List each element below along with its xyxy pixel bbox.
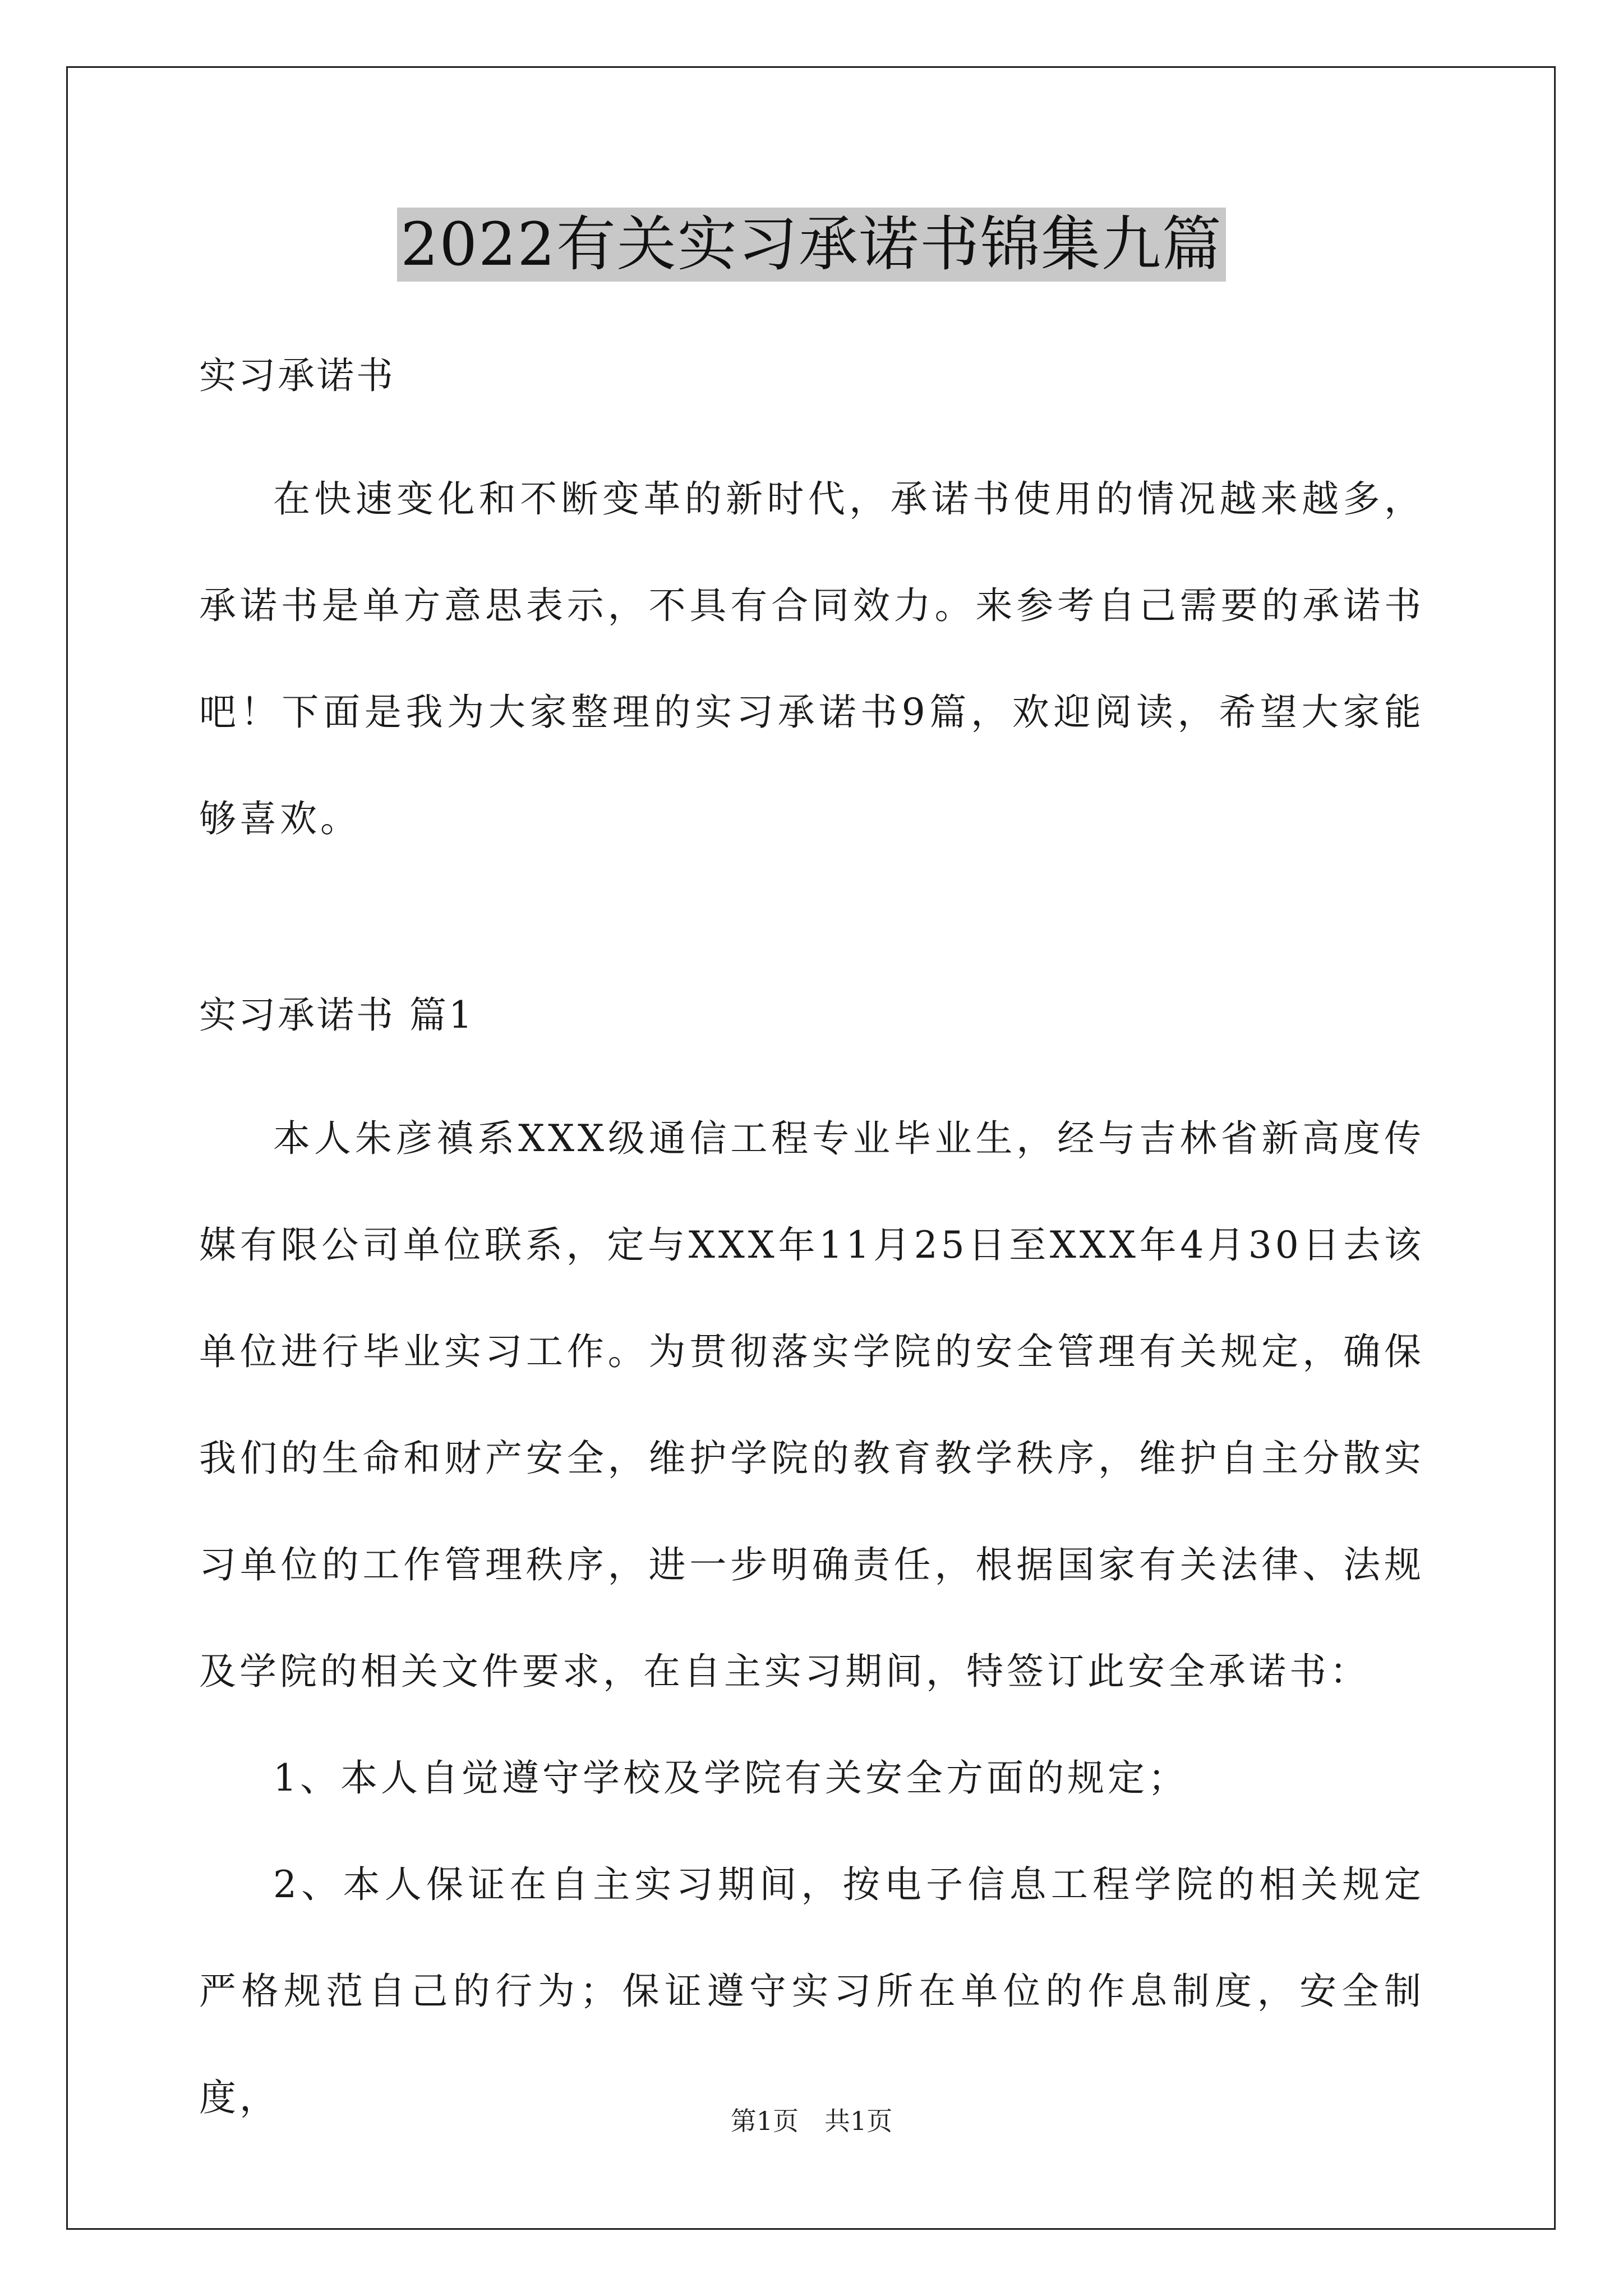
document-body: [199, 339, 1424, 2151]
intro-paragraph: 在快速变化和不断变革的新时代，承诺书使用的情况越来越多，承诺书是单方意思表示，不具有合同效力。来参考自己需要的承诺书吧！下面是我为大家整理的实习承诺书9篇，欢迎阅读，希望大家能够喜欢。: [199, 477, 1424, 840]
intro-heading: 实习承诺书: [199, 354, 395, 397]
section-heading: 实习承诺书 篇1: [199, 993, 474, 1037]
body-paragraph: 本人朱彦禛系XXX级通信工程专业毕业生，经与吉林省新高度传媒有限公司单位联系，定与XXX年11月25日至XXX年4月30日去该单位进行毕业实习工作。为贯彻落实学院的安全管理有关规定，确保我们的生命和财产安全，维护学院的教育教学秩序，维护自主分散实习单位的工作管理秩序，进一步明确责任，根据国家有关法律、法规及学院的相关文件要求，在自主实习期间，特签订此安全承诺书：: [199, 1117, 1424, 1693]
document-title: 2022有关实习承诺书锦集九篇: [397, 208, 1226, 282]
page-footer: 第1页 共1页: [730, 2106, 893, 2136]
commitment-item-1: 1、本人自觉遵守学校及学院有关安全方面的规定；: [273, 1756, 1188, 1800]
commitment-item-2: 2、本人保证在自主实习期间，按电子信息工程学院的相关规定严格规范自己的行为；保证遵守实习所在单位的作息制度，安全制度，: [199, 1863, 1424, 2119]
title-container: [0, 208, 1623, 282]
section-spacer: [199, 872, 1424, 979]
